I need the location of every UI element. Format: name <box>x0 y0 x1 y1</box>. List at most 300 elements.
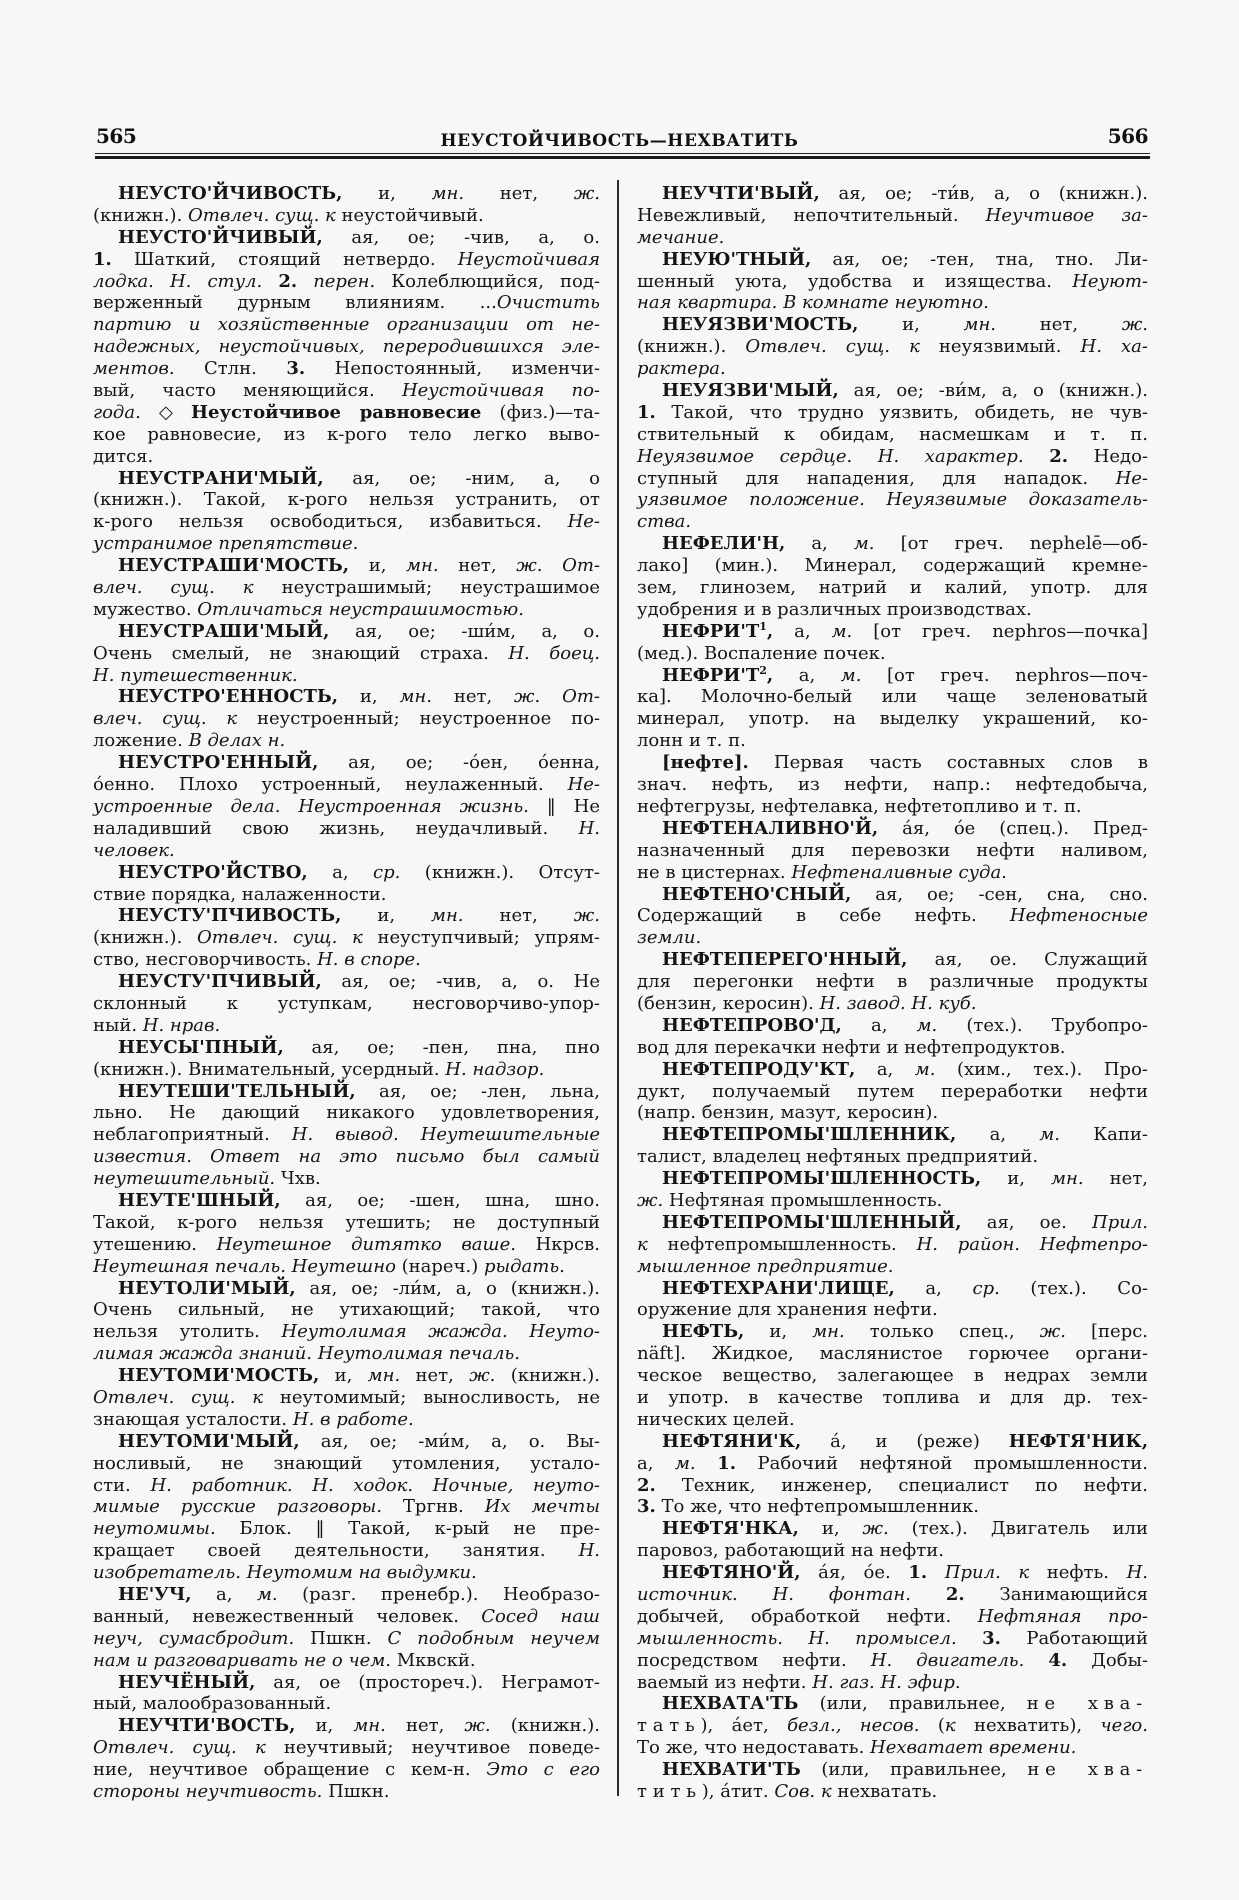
line-text <box>637 1190 942 1212</box>
line-text <box>93 577 600 599</box>
entry-line <box>637 402 1148 424</box>
body-text: ая, ое; -шен, шна, шно. <box>280 1189 600 1211</box>
line-text <box>118 752 600 774</box>
line-text <box>637 292 989 314</box>
line-text <box>637 358 726 380</box>
entry-head-line <box>637 1431 1148 1453</box>
line-text <box>637 1343 1148 1365</box>
dictionary-entry <box>93 1037 600 1081</box>
italic-text: влеч. сущ. к <box>93 708 238 730</box>
headword: НЕФТЕХРАНИ'ЛИЩЕ, <box>662 1277 895 1299</box>
body-text: наладивший свою жизнь, неудачливый. <box>93 817 579 839</box>
line-text <box>637 1737 1076 1759</box>
entry-line <box>93 1124 600 1146</box>
headword: НЕУСТРО'ЕННОСТЬ, <box>118 686 339 708</box>
dictionary-entry <box>637 1059 1148 1125</box>
body-text: Добы- <box>1067 1649 1148 1671</box>
body-text: ), а́ет, <box>700 1715 788 1737</box>
line-text <box>93 1693 331 1715</box>
entry-line <box>93 1102 600 1124</box>
body-text: Шаткий, стоящий нетвердо. <box>111 248 458 270</box>
body-text: нет, <box>996 314 1122 336</box>
italic-text: рактера. <box>637 358 726 380</box>
entry-line <box>93 533 600 555</box>
line-text <box>118 971 600 993</box>
headword: НЕУТОЛИ'МЫЙ, <box>118 1277 296 1299</box>
body-text: нехватить), <box>955 1715 1101 1737</box>
entry-line <box>93 1759 600 1781</box>
body-text <box>1024 1650 1048 1671</box>
entry-line <box>93 1737 600 1759</box>
body-text: и, <box>981 1168 1052 1190</box>
headword: НЕ'УЧ, <box>118 1584 192 1605</box>
body-text: и, <box>744 1321 813 1343</box>
italic-text: стороны неучтивость. <box>93 1781 323 1803</box>
italic-text: мечание. <box>637 226 725 248</box>
line-text <box>637 971 1148 993</box>
italic-text: неутомимы. <box>93 1518 216 1540</box>
body-text: кое равновесие, из к-рого тело легко выво- <box>93 423 600 445</box>
line-text <box>93 796 600 818</box>
entry-line <box>637 271 1148 293</box>
dictionary-entry <box>637 314 1148 380</box>
entry-line <box>93 1015 600 1037</box>
entry-line <box>637 446 1148 468</box>
line-text <box>637 927 701 949</box>
entry-head-line <box>637 1693 1148 1715</box>
headword: НЕУСТО'ЙЧИВЫЙ, <box>118 226 323 248</box>
line-text <box>662 533 1148 555</box>
body-text: Недо- <box>1068 445 1148 467</box>
line-text <box>637 774 1148 796</box>
line-text <box>93 446 153 468</box>
line-text <box>637 205 1148 227</box>
body-text: (разг. пренебр.). Необразо- <box>277 1584 600 1605</box>
body-text: Нкрсв. <box>515 1233 600 1255</box>
italic-text: мн. <box>406 555 439 577</box>
body-text: вый, часто меняющийся. <box>93 380 402 402</box>
body-text: и, <box>342 183 432 204</box>
line-text <box>637 555 1148 577</box>
entry-line <box>93 708 600 730</box>
body-text: ая, ое; -ли́м, а, о (книжн.). <box>295 1277 600 1299</box>
body-text: нефтегрузы, нефтелавка, нефтетопливо и т. п. <box>637 795 1082 817</box>
italic-text: неутешительный. <box>93 1168 276 1190</box>
line-text <box>93 1540 600 1562</box>
column-divider <box>617 180 619 1796</box>
body-text: ая, ое. Служащий <box>907 949 1148 971</box>
body-text: То же, что нефтепромышленник. <box>655 1496 979 1518</box>
body-text: а, <box>894 1277 973 1299</box>
entry-head-line <box>637 665 1148 687</box>
entry-line <box>93 1606 600 1628</box>
line-text <box>637 1365 1148 1387</box>
line-text <box>93 1562 477 1584</box>
body-text: Рабочий нефтяной промышленности. <box>736 1452 1148 1474</box>
entry-line <box>93 884 600 906</box>
headword: НЕУЮ'ТНЫЙ, <box>662 248 812 270</box>
line-text <box>637 402 1148 424</box>
italic-text: известия. Ответ на это письмо был самый <box>93 1146 600 1168</box>
line-text <box>662 884 1148 906</box>
entry-head-line <box>637 1124 1148 1146</box>
body-text: зем, глинозем, натрий и калий, употр. для <box>637 577 1148 599</box>
right-column <box>637 183 1148 1803</box>
body-text: нехватать. <box>831 1781 938 1803</box>
italic-text: к <box>944 1715 956 1737</box>
entry-line <box>93 1693 600 1715</box>
dictionary-entry <box>93 862 600 906</box>
headword: НЕФРИ'Т <box>662 620 760 642</box>
dictionary-entry <box>637 1431 1148 1519</box>
dictionary-entry <box>637 818 1148 884</box>
header-rule-thick <box>95 156 1150 159</box>
entry-line <box>637 1256 1148 1278</box>
entry-line <box>637 1475 1148 1497</box>
entry-line <box>637 1715 1148 1737</box>
body-text: ая, ое; -сен, сна, сно. <box>851 883 1148 905</box>
line-text <box>637 336 1148 358</box>
entry-line <box>93 249 600 271</box>
headword: НЕФТЯНО'Й, <box>662 1562 801 1584</box>
line-text <box>93 533 358 555</box>
line-text <box>637 905 1148 927</box>
entry-line <box>637 336 1148 358</box>
headword: НЕФТЕПРОВО'Д, <box>662 1014 842 1036</box>
italic-text: безл., несов. <box>787 1715 920 1737</box>
line-text <box>637 599 1032 621</box>
dictionary-entry <box>93 752 600 861</box>
entry-line <box>93 1518 600 1540</box>
entry-line <box>637 1409 1148 1431</box>
entry-line <box>93 205 600 227</box>
entry-line <box>93 949 600 971</box>
italic-text: мн. <box>353 1715 386 1737</box>
body-text: и, <box>858 314 964 336</box>
entry-line <box>93 840 600 862</box>
italic-text: Неуют- <box>1072 270 1148 292</box>
line-text <box>637 1081 1148 1103</box>
body-text: не в цистернах. <box>637 861 792 883</box>
italic-text: Н. ха- <box>1080 336 1148 358</box>
line-text <box>93 1343 520 1365</box>
body-text: лако] (мин.). Минерал, содержащий кремне- <box>637 555 1148 577</box>
entry-line <box>93 1343 600 1365</box>
body-text: Стлн. <box>174 358 287 380</box>
line-text <box>93 1737 600 1759</box>
italic-text: ж. <box>862 1518 889 1540</box>
body-text: Невежливый, непочтительный. <box>637 204 986 226</box>
entry-line <box>637 643 1148 665</box>
entry-line <box>637 1234 1148 1256</box>
line-text <box>637 1672 961 1694</box>
headword: НЕУЧТИ'ВОСТЬ, <box>118 1715 296 1737</box>
italic-text: Отличаться неустрашимостью. <box>197 598 524 620</box>
body-text: ая, ое; -ши́м, а, о. <box>329 620 600 642</box>
headword: НЕУСТУ'ПЧИВОСТЬ, <box>118 905 342 927</box>
body-text: а, <box>785 533 854 555</box>
line-text <box>118 1431 600 1453</box>
body-text: неустойчивый. <box>335 204 484 226</box>
entry-head-line <box>637 1059 1148 1081</box>
entry-head-line <box>637 818 1148 840</box>
body-text: ный. <box>93 1014 143 1036</box>
entry-line <box>93 1299 600 1321</box>
headword: НЕУСТУ'ПЧИВЫЙ, <box>118 971 322 993</box>
line-text <box>93 1146 600 1168</box>
body-text: (тех.). Двигатель или <box>888 1518 1148 1540</box>
dictionary-entry <box>637 1518 1148 1562</box>
body-text: (тех.). Трубопро- <box>937 1014 1148 1036</box>
line-text <box>93 1518 600 1540</box>
italic-text: Н. двигатель. <box>870 1649 1025 1671</box>
italic-text: Неутешное дитятко ваше. <box>216 1233 516 1255</box>
line-text <box>118 555 600 577</box>
line-text <box>637 1781 937 1803</box>
italic-text: ж. <box>1039 1321 1066 1343</box>
page-number-right: 566 <box>1107 124 1148 148</box>
entry-head-line <box>637 1321 1148 1343</box>
body-text: нет, <box>432 686 515 708</box>
entry-line <box>637 993 1148 1015</box>
italic-text: Н. <box>578 1540 600 1562</box>
body-text: а, <box>637 1452 675 1474</box>
spaced-text: не хва- <box>1026 1693 1148 1715</box>
body-text: (книжн.). Такой, к-рого нельзя устранить, от <box>93 489 600 511</box>
body-text: добычей, обработкой нефти. <box>637 1605 978 1627</box>
entry-line <box>93 1540 600 1562</box>
italic-text: изобретатель. Неутомим на выдумки. <box>93 1562 477 1584</box>
body-text: и, <box>798 1518 863 1540</box>
body-text: (книжн.). Внимательный, усердный. <box>93 1058 446 1080</box>
entry-line <box>93 271 600 293</box>
line-text <box>662 1212 1148 1234</box>
entry-line <box>93 402 600 424</box>
headword: НЕФТЕПЕРЕГО'ННЫЙ, <box>662 949 908 971</box>
line-text <box>118 183 600 205</box>
body-text: утешению. <box>93 1233 217 1255</box>
line-text <box>93 380 600 402</box>
headword: НЕФТЕПРОМЫ'ШЛЕННОСТЬ, <box>662 1168 982 1190</box>
entry-head-line <box>93 905 600 927</box>
entry-line <box>637 1102 1148 1124</box>
entry-head-line <box>93 1672 600 1694</box>
body-text: знач. нефть, из нефти, напр.: нефтедобыча, <box>637 774 1148 796</box>
entry-head-line <box>93 1081 600 1103</box>
body-text: Занимающийся <box>964 1584 1148 1605</box>
line-text <box>662 1168 1148 1190</box>
dictionary-entry <box>637 1124 1148 1168</box>
entry-line <box>637 489 1148 511</box>
entry-line <box>93 818 600 840</box>
dictionary-entry <box>93 1584 600 1672</box>
line-text <box>93 1759 600 1781</box>
line-text <box>93 1212 600 1234</box>
entry-line <box>93 358 600 380</box>
body-text <box>957 1628 982 1649</box>
body-text: ая, ое (простореч.). Неграмот- <box>255 1671 600 1693</box>
italic-text: Н. <box>1126 1562 1149 1584</box>
entry-line <box>637 1737 1148 1759</box>
line-text <box>637 686 1148 708</box>
body-text: и, <box>295 1715 354 1737</box>
body-text: Пшкн. <box>322 1781 390 1803</box>
body-text: посредством нефти. <box>637 1649 871 1671</box>
italic-text: устроенные дела. Неустроенная жизнь. <box>93 795 529 817</box>
italic-text: лимая жажда знаний. Неутолимая печаль. <box>93 1343 520 1365</box>
entry-line <box>93 446 600 468</box>
entry-head-line <box>93 1037 600 1059</box>
line-text <box>662 1562 1148 1584</box>
body-text: дится. <box>93 445 154 467</box>
entry-line <box>637 1584 1148 1606</box>
dictionary-entry <box>93 1081 600 1190</box>
line-text <box>93 1453 600 1475</box>
headword: НЕФТЕПРОМЫ'ШЛЕННЫЙ, <box>662 1211 962 1233</box>
italic-text: ср. <box>373 861 401 883</box>
entry-head-line <box>93 752 600 774</box>
italic-text: Нефтеналивные суда. <box>791 861 1007 883</box>
body-text: ваемый из нефти. <box>637 1671 813 1693</box>
line-text <box>93 1606 600 1628</box>
line-text <box>662 949 1148 971</box>
bold-text: 2. <box>945 1584 965 1605</box>
headword: НЕУТОМИ'МОСТЬ, <box>118 1365 320 1387</box>
body-text: ая, ое; -чив, а, о. Не <box>321 971 600 993</box>
headword: НЕУСТРО'ЙСТВО, <box>118 861 308 883</box>
entry-line <box>93 1781 600 1803</box>
line-text <box>637 577 1148 599</box>
entry-line <box>93 1234 600 1256</box>
dictionary-entry <box>637 183 1148 249</box>
dictionary-entry <box>93 1715 600 1803</box>
body-text: вод для перекачки нефти и нефтепродуктов. <box>637 1036 1066 1058</box>
entry-line <box>93 643 600 665</box>
line-text <box>93 599 524 621</box>
body-text: и, <box>349 555 407 577</box>
entry-head-line <box>637 314 1148 336</box>
headword: НЕУЧТИ'ВЫЙ, <box>662 183 820 204</box>
body-text: и, <box>338 686 400 708</box>
body-text: для перегонки нефти в различные продукты <box>637 971 1148 993</box>
body-text: назначенный для перевозки нефти наливом, <box>637 839 1148 861</box>
italic-text: м. <box>256 1584 278 1605</box>
body-text: ложение. <box>93 730 189 752</box>
italic-text: лодка. Н. стул. <box>93 270 263 292</box>
italic-text: ж. <box>573 183 600 204</box>
body-text: (книжн.). <box>495 1365 600 1387</box>
body-text: Первая часть составных слов в <box>748 752 1148 774</box>
line-text <box>637 1584 1148 1606</box>
italic-text: ж. От- <box>514 686 600 708</box>
body-text: näft]. Жидкое, маслянистое горючее органи- <box>637 1343 1148 1365</box>
italic-text: источник. Н. фонтан. <box>637 1584 911 1605</box>
body-text: а, <box>191 1584 257 1605</box>
entry-head-line <box>93 1431 600 1453</box>
entry-line <box>93 1321 600 1343</box>
line-text <box>637 489 1148 511</box>
entry-head-line <box>637 1278 1148 1300</box>
spaced-text: тать <box>637 1715 701 1737</box>
body-text: [от греч. nephros—почка] <box>852 620 1148 642</box>
body-text: (тех.). Со- <box>999 1277 1148 1299</box>
line-text <box>118 1190 600 1212</box>
italic-text: Сов. к <box>774 1781 832 1803</box>
body-text: а́я, о́е. <box>800 1562 909 1584</box>
entry-line <box>637 511 1148 533</box>
entry-head-line <box>637 621 1148 643</box>
headword: НЕУТЕ'ШНЫЙ, <box>118 1189 281 1211</box>
italic-text: м. <box>831 620 853 642</box>
entry-line <box>93 730 600 752</box>
body-text: и, <box>341 905 432 927</box>
dictionary-entry <box>93 971 600 1037</box>
body-text: нет, <box>463 905 574 927</box>
italic-text: Н. газ. Н. эфир. <box>812 1671 961 1693</box>
italic-text: ментов. <box>93 358 175 380</box>
italic-text: мн. <box>399 686 432 708</box>
line-text <box>93 489 600 511</box>
italic-text: Н. работник. Н. ходок. Ночные, неуто- <box>150 1474 600 1496</box>
body-text: Очень смелый, не знающий страха. <box>93 642 509 664</box>
body-text: [от греч. nephros—поч- <box>861 664 1148 686</box>
entry-line <box>93 1168 600 1190</box>
dictionary-entry <box>93 905 600 971</box>
line-text <box>93 205 484 227</box>
headword: НЕУЯЗВИ'МЫЙ, <box>662 380 839 402</box>
running-head: НЕУСТОЙЧИВОСТЬ—НЕХВАТИТЬ <box>440 131 799 151</box>
entry-line <box>637 555 1148 577</box>
bold-text: 1. <box>637 401 656 423</box>
body-text: неустроенный; неустроенное по- <box>237 708 601 730</box>
entry-line <box>637 905 1148 927</box>
body-text: льно. Не дающий никакого удовлетворения, <box>93 1102 600 1124</box>
line-text <box>637 424 1148 446</box>
italic-text: Очистить <box>496 292 600 314</box>
entry-line <box>637 1190 1148 1212</box>
line-text <box>637 993 976 1015</box>
entry-line <box>637 1299 1148 1321</box>
bold-text: 1. <box>93 248 112 270</box>
line-text <box>662 1321 1148 1343</box>
body-text: Чхв. <box>275 1168 321 1190</box>
italic-text: Отвлеч. сущ. к <box>93 1386 264 1408</box>
body-text: ( <box>919 1715 945 1737</box>
line-text <box>637 1299 938 1321</box>
italic-text: Неучтивое за- <box>985 204 1148 226</box>
bold-text: , <box>766 664 774 686</box>
line-text <box>637 1146 1038 1168</box>
body-text <box>297 271 313 292</box>
line-text <box>662 621 1148 643</box>
line-text <box>93 358 600 380</box>
body-text: нет, <box>1083 1168 1148 1190</box>
body-text: нет, <box>438 555 517 577</box>
body-text: нических целей. <box>637 1408 795 1430</box>
line-text <box>118 905 600 927</box>
entry-line <box>637 1343 1148 1365</box>
body-text: Мквскй. <box>390 1649 476 1671</box>
bold-text: 3. <box>286 358 306 380</box>
line-text <box>118 686 600 708</box>
body-text: Капи- <box>1059 1124 1148 1146</box>
entry-line <box>637 1496 1148 1518</box>
bold-text: 2. <box>637 1474 656 1496</box>
dictionary-entry <box>637 1321 1148 1430</box>
body-text: Пшкн. <box>294 1627 388 1649</box>
italic-text: Н. надзор. <box>445 1058 545 1080</box>
dictionary-entry <box>93 1431 600 1584</box>
